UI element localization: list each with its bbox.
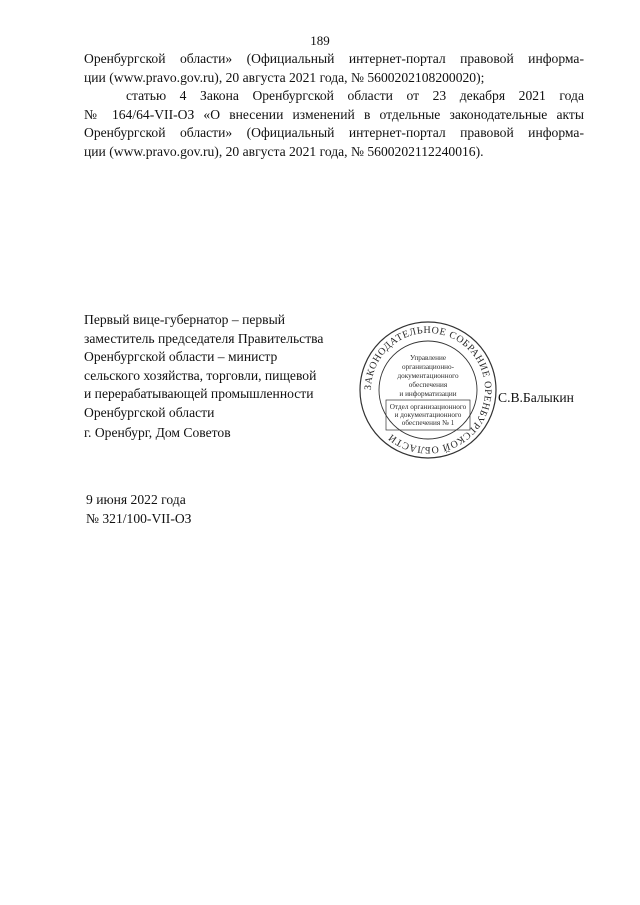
law-date: 9 июня 2022 года [86,492,186,507]
body-line: Оренбургской области» (Официальный интернет-портал правовой информа- [84,125,584,140]
signer-position [84,311,374,422]
seal-inner-line: документационного [397,372,459,380]
law-number: № 321/100-VII-ОЗ [86,510,192,526]
seal-inner-line: организационно- [401,363,455,371]
official-seal [358,320,498,460]
seal-inner-line: и информатизации [399,390,457,398]
signer-position-line: Первый вице-губернатор – первый [84,312,285,327]
seal-stamp-line: обеспечения № 1 [401,419,455,427]
body-line: № 164/64-VII-ОЗ «О внесении изменений в отдельные законодательные акты [84,106,584,122]
signer-position-line: заместитель председателя Правительства [84,330,324,346]
body-line: Оренбургской области» (Официальный интернет-портал правовой информа- [84,51,584,66]
signer-position-line: Оренбургской области [84,404,215,420]
signer-position-line: и перерабатывающей промышленности [84,386,314,401]
body-line: ции (www.pravo.gov.ru), 20 августа 2021 года, № 5600202112240016). [84,143,484,159]
date-block [86,491,191,528]
seal-ring-text: ЗАКОНОДАТЕЛЬНОЕ СОБРАНИЕ ОРЕНБУРГСКОЙ ОБЛАСТИ [362,324,494,456]
signer-position-line: Оренбургской области – министр [84,349,278,364]
body-line: ции (www.pravo.gov.ru), 20 августа 2021 года, № 5600202108200020); [84,69,485,85]
seal-stamp-line: Отдел организационного [389,403,467,411]
signing-place: г. Оренбург, Дом Советов [84,425,231,440]
seal-stamp-line: и документационного [394,411,462,419]
body-line: статью 4 Закона Оренбургской области от 23 декабря 2021 года [126,88,584,103]
page-number: 189 [310,33,330,48]
seal-stamp-image [358,320,498,460]
body-text [84,50,584,161]
signer-position-line: сельского хозяйства, торговли, пищевой [84,367,317,383]
signer-name: С.В.Балыкин [498,390,574,405]
seal-inner-line: Управление [409,354,447,362]
seal-inner-line: обеспечения [408,381,448,389]
